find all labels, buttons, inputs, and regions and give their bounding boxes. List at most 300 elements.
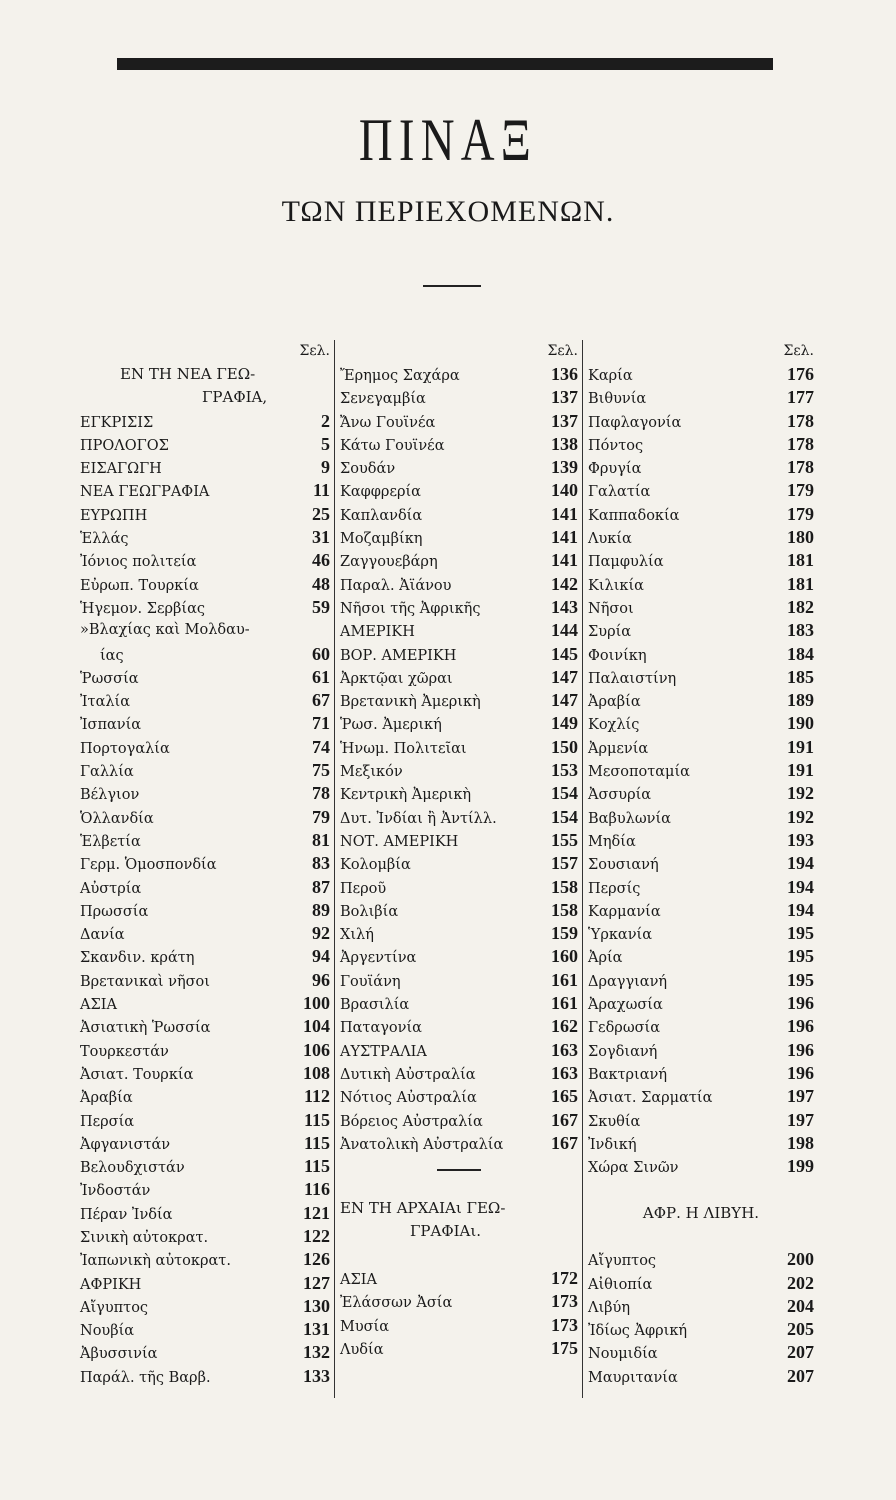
entry-page: 207 [787, 1365, 814, 1386]
entry-name: ΕΥΡΩΠΗ [80, 507, 148, 524]
entry-name: Παλαιστίνη [588, 670, 677, 687]
entry-page: 5 [321, 433, 330, 454]
entry-page: 59 [312, 596, 330, 617]
section-heading: ΓΡΑΦΙΑ, [202, 388, 268, 407]
entry-name: Πορτογαλία [80, 740, 170, 757]
entry-page: 87 [312, 876, 330, 897]
entry-page: 78 [312, 783, 330, 804]
entry-list [340, 363, 578, 1155]
entry-page: 141 [551, 527, 578, 548]
entry-page: 143 [551, 596, 578, 617]
entry-name: Ἡνωμ. Πολιτεῖαι [340, 740, 467, 757]
entry-name: Δυτικὴ Αὐστραλία [340, 1066, 476, 1083]
entry-name: Βακτριανή [588, 1066, 668, 1083]
entry-page: 160 [551, 946, 578, 967]
entry-page: 115 [303, 1132, 330, 1153]
toc-entry [340, 1039, 578, 1062]
toc-entry [588, 969, 814, 992]
entry-name: Ἀβυσσινία [80, 1346, 158, 1363]
entry-page: 195 [787, 946, 814, 967]
toc-entry [80, 1248, 330, 1271]
toc-entry [340, 386, 578, 409]
toc-entry [340, 829, 578, 852]
entry-name: Βέλγιον [80, 787, 140, 804]
entry-page: 141 [551, 550, 578, 571]
entry-page: 196 [787, 993, 814, 1014]
entry-name: Ζαγγουεβάρη [340, 554, 438, 571]
toc-entry [340, 526, 578, 549]
toc-entry [80, 759, 330, 782]
entry-name: Ἰνδοστάν [80, 1183, 151, 1200]
entry-name: Ἰδίως Ἀφρική [588, 1323, 688, 1340]
toc-entry [340, 1132, 578, 1155]
entry-page: 199 [787, 1156, 814, 1177]
entry-name: ΑΜΕΡΙΚΗ [340, 624, 415, 641]
entry-name: Νῆσοι τῆς Ἀφρικῆς [340, 600, 481, 617]
toc-entry [588, 1248, 814, 1271]
entry-name: »Βλαχίας καὶ Μολδαυ- [80, 622, 250, 639]
entry-name: Αὐστρία [80, 880, 142, 897]
entry-page: 195 [787, 969, 814, 990]
toc-entry [588, 666, 814, 689]
toc-entry [588, 1109, 814, 1132]
entry-name: Κοχλίς [588, 717, 640, 734]
toc-entry [588, 1085, 814, 1108]
toc-entry [80, 992, 330, 1015]
entry-name: Κιλικία [588, 577, 644, 594]
entry-name: Γεδρωσία [588, 1020, 661, 1037]
entry-page: 207 [787, 1342, 814, 1363]
toc-entry [340, 549, 578, 572]
entry-page: 159 [551, 923, 578, 944]
entry-name: Παραλ. Ἀϊάνου [340, 577, 452, 594]
entry-name: Πόντος [588, 437, 644, 454]
entry-page: 178 [787, 457, 814, 478]
section-heading: ΓΡΑΦΙΑι. [410, 1222, 482, 1241]
entry-page: 106 [303, 1039, 330, 1060]
toc-entry [80, 969, 330, 992]
entry-name: ΕΙΣΑΓΩΓΗ [80, 461, 162, 478]
toc-column-3 [588, 340, 814, 1388]
entry-page: 31 [312, 527, 330, 548]
toc-entry [588, 899, 814, 922]
section-divider [437, 1169, 481, 1171]
toc-entry [340, 736, 578, 759]
entry-page: 112 [303, 1086, 330, 1107]
entry-name: Σινικὴ αὐτοκρατ. [80, 1229, 209, 1246]
entry-name: Νότιος Αὐστραλία [340, 1090, 477, 1107]
toc-entry [588, 410, 814, 433]
entry-page: 158 [551, 899, 578, 920]
entry-name: Σκανδιν. κράτη [80, 950, 195, 967]
page-subtitle: ΤΩΝ ΠΕΡΙΕΧΟΜΕΝΩΝ. [281, 195, 615, 228]
toc-entry [588, 689, 814, 712]
entry-page: 161 [551, 993, 578, 1014]
entry-page: 130 [303, 1295, 330, 1316]
entry-name: Ἡγεμον. Σερβίας [80, 600, 206, 617]
entry-list [588, 1248, 814, 1388]
entry-list [340, 1267, 578, 1360]
entry-name: Πέραν Ἰνδία [80, 1206, 173, 1223]
toc-entry [588, 433, 814, 456]
toc-entry [588, 806, 814, 829]
entry-name: Ἑλλάς [80, 531, 129, 548]
toc-entry [588, 712, 814, 735]
entry-name: Χιλή [340, 927, 374, 944]
entry-name: Δυτ. Ἰνδίαι ἢ Ἀντίλλ. [340, 810, 497, 827]
entry-page: 194 [787, 899, 814, 920]
toc-entry [80, 1225, 330, 1248]
title-divider [423, 285, 481, 287]
toc-entry [80, 782, 330, 805]
toc-entry [340, 1109, 578, 1132]
entry-page: 181 [787, 573, 814, 594]
entry-page: 136 [551, 364, 578, 384]
entry-page: 184 [787, 643, 814, 664]
toc-column-1 [80, 340, 330, 1388]
section-heading: ΕΝ ΤΗ ΝΕΑ ΓΕΩ- [120, 365, 256, 383]
toc-entry [588, 1062, 814, 1085]
entry-page: 139 [551, 457, 578, 478]
toc-entry [588, 1155, 814, 1178]
page-header: Σελ. [299, 343, 330, 359]
toc-entry [588, 503, 814, 526]
toc-entry [588, 829, 814, 852]
entry-name: ΝΟΤ. ΑΜΕΡΙΚΗ [340, 833, 459, 850]
entry-page: 178 [787, 410, 814, 431]
entry-page: 131 [303, 1319, 330, 1340]
toc-entry [588, 1341, 814, 1364]
entry-page: 149 [551, 713, 578, 734]
entry-page: 163 [551, 1039, 578, 1060]
entry-name: Παταγονία [340, 1020, 422, 1037]
entry-name: Μεσοποταμία [588, 764, 690, 781]
entry-page: 92 [312, 923, 330, 944]
entry-page: 197 [787, 1086, 814, 1107]
entry-page: 75 [312, 760, 330, 781]
toc-entry [588, 619, 814, 642]
toc-entry [588, 479, 814, 502]
entry-page: 195 [787, 923, 814, 944]
entry-name: Ὁλλανδία [80, 810, 154, 827]
toc-entry [340, 689, 578, 712]
entry-page: 150 [551, 736, 578, 757]
section-heading: ΕΝ ΤΗ ΑΡΧΑΙΑι ΓΕΩ- [340, 1199, 506, 1218]
entry-page: 173 [551, 1314, 578, 1335]
entry-page: 137 [551, 387, 578, 408]
toc-entry [340, 969, 578, 992]
entry-name: ΑΣΙΑ [340, 1271, 377, 1288]
entry-page: 153 [551, 760, 578, 781]
entry-name: Μηδία [588, 833, 636, 850]
entry-name: Μαυριτανία [588, 1369, 678, 1386]
toc-entry [340, 479, 578, 502]
entry-page: 158 [551, 876, 578, 897]
entry-page: 71 [312, 713, 330, 734]
entry-name: Ἀραβία [80, 1090, 133, 1107]
toc-entry [340, 433, 578, 456]
toc-entry [340, 363, 578, 386]
toc-entry [80, 852, 330, 875]
toc-entry [588, 852, 814, 875]
entry-name: Λιβύη [588, 1299, 631, 1316]
top-rule [117, 58, 773, 70]
entry-page: 167 [551, 1109, 578, 1130]
toc-entry [340, 573, 578, 596]
entry-page: 11 [312, 480, 330, 501]
entry-name: Παράλ. τῆς Βαρβ. [80, 1369, 211, 1386]
toc-entry [340, 1314, 578, 1337]
entry-name: ΝΕΑ ΓΕΩΓΡΑΦΙΑ [80, 484, 210, 501]
page-title: ΠΙΝΑΞ [358, 107, 538, 173]
toc-entry [340, 410, 578, 433]
entry-name: Γερμ. Ὁμοσπονδία [80, 857, 217, 874]
page-header: Σελ. [783, 343, 814, 359]
toc-entry [340, 782, 578, 805]
entry-name: Νῆσοι [588, 600, 634, 617]
entry-page: 132 [303, 1342, 330, 1363]
toc-entry [80, 526, 330, 549]
entry-name: Ἀφγανιστάν [80, 1136, 171, 1153]
entry-page: 194 [787, 853, 814, 874]
entry-page: 196 [787, 1016, 814, 1037]
entry-page: 147 [551, 666, 578, 687]
entry-name: Ὑρκανία [588, 927, 653, 944]
entry-page: 142 [551, 573, 578, 594]
toc-entry [340, 806, 578, 829]
toc-entry [80, 666, 330, 689]
entry-page: 25 [312, 503, 330, 524]
entry-page: 192 [787, 783, 814, 804]
entry-name: Γαλλία [80, 764, 134, 781]
entry-name: Γουϊάνη [340, 973, 401, 990]
toc-entry [80, 1132, 330, 1155]
entry-name: Σκυθία [588, 1113, 641, 1130]
entry-page: 67 [312, 690, 330, 711]
toc-entry [588, 1015, 814, 1038]
entry-page: 193 [787, 829, 814, 850]
entry-page: 138 [551, 433, 578, 454]
entry-page: 89 [312, 899, 330, 920]
column-divider [334, 340, 335, 1398]
entry-page: 74 [312, 736, 330, 757]
entry-page: 182 [787, 596, 814, 617]
toc-entry [340, 1267, 578, 1290]
entry-name: Λυκία [588, 531, 632, 548]
toc-entry [80, 1015, 330, 1038]
entry-page: 176 [787, 364, 814, 384]
entry-page: 137 [551, 410, 578, 431]
entry-name: Φοινίκη [588, 647, 647, 664]
entry-name: Μοζαμβίκη [340, 531, 423, 548]
toc-entry [80, 1365, 330, 1388]
entry-list [80, 410, 330, 1388]
toc-entry [588, 945, 814, 968]
entry-page: 115 [303, 1109, 330, 1130]
entry-name: Ἀρία [588, 950, 623, 967]
entry-page: 162 [551, 1016, 578, 1037]
entry-page: 196 [787, 1062, 814, 1083]
entry-name: Παφλαγονία [588, 414, 682, 431]
entry-page: 108 [303, 1062, 330, 1083]
entry-page: 175 [551, 1337, 578, 1358]
section-heading: ΑΦΡ. Η ΛΙΒΥΗ. [642, 1203, 760, 1222]
toc-entry [80, 945, 330, 968]
toc-entry [80, 410, 330, 433]
entry-name: Ἀσιατικὴ Ῥωσσία [80, 1020, 211, 1037]
toc-entry [80, 1178, 330, 1201]
entry-name: Ῥωσ. Ἀμερική [340, 717, 442, 734]
entry-name: Μυσία [340, 1318, 390, 1335]
entry-name: Ἰόνιος πολιτεία [80, 554, 197, 571]
toc-entry [588, 922, 814, 945]
entry-name: Ἀρμενία [588, 740, 649, 757]
entry-name: ΒΟΡ. ΑΜΕΡΙΚΗ [340, 647, 457, 664]
entry-page: 167 [551, 1132, 578, 1153]
entry-page: 163 [551, 1062, 578, 1083]
toc-entry [80, 503, 330, 526]
entry-name: Λυδία [340, 1341, 384, 1358]
entry-name: Τουρκεστάν [80, 1043, 169, 1060]
toc-entry [80, 736, 330, 759]
column-divider [582, 340, 583, 1398]
entry-page: 165 [551, 1086, 578, 1107]
entry-name: ΑΦΡΙΚΗ [80, 1276, 142, 1293]
entry-name: Ἀραβία [588, 694, 641, 711]
toc-entry [588, 1132, 814, 1155]
entry-name: Ἀσιατ. Τουρκία [80, 1066, 194, 1083]
toc-column-2 [340, 340, 578, 1360]
toc-entry [588, 1318, 814, 1341]
toc-entry [588, 363, 814, 386]
toc-entry [80, 596, 330, 619]
entry-page: 141 [551, 503, 578, 524]
toc-entry [80, 619, 330, 642]
entry-page: 172 [551, 1267, 578, 1288]
toc-entry [588, 736, 814, 759]
entry-name: Φρυγία [588, 461, 642, 478]
entry-name: Ἀσσυρία [588, 787, 652, 804]
entry-name: Ἐλάσσων Ἀσία [340, 1295, 453, 1312]
entry-page: 48 [312, 573, 330, 594]
entry-name: Ἑλβετία [80, 833, 141, 850]
entry-name: Καφφρερία [340, 484, 421, 501]
entry-name: Ἀραχωσία [588, 997, 663, 1014]
entry-page: 198 [787, 1132, 814, 1153]
entry-name: Αἰθιοπία [588, 1276, 653, 1293]
entry-name: Νουμιδία [588, 1346, 658, 1363]
entry-name: ΕΓΚΡΙΣΙΣ [80, 414, 154, 431]
entry-page: 200 [787, 1249, 814, 1270]
entry-name: Βρασιλία [340, 997, 410, 1014]
toc-entry [80, 549, 330, 572]
entry-page: 140 [551, 480, 578, 501]
entry-page: 147 [551, 690, 578, 711]
entry-page: 179 [787, 480, 814, 501]
toc-entry [80, 433, 330, 456]
entry-name: Πρωσσία [80, 903, 149, 920]
entry-page: 81 [312, 829, 330, 850]
toc-entry [80, 456, 330, 479]
toc-entry [340, 1015, 578, 1038]
entry-page: 122 [303, 1225, 330, 1246]
entry-name: Χώρα Σινῶν [588, 1160, 679, 1177]
entry-name: Κάτω Γουϊνέα [340, 437, 445, 454]
entry-page: 127 [303, 1272, 330, 1293]
entry-name: Ἰαπωνικὴ αὐτοκρατ. [80, 1253, 231, 1270]
toc-entry [588, 386, 814, 409]
entry-name: Συρία [588, 624, 632, 641]
toc-entry [588, 456, 814, 479]
entry-page: 79 [312, 806, 330, 827]
toc-entry [80, 899, 330, 922]
entry-page: 154 [551, 806, 578, 827]
entry-name: Αἴγυπτος [80, 1299, 149, 1316]
toc-entry [80, 1085, 330, 1108]
entry-page: 189 [787, 690, 814, 711]
toc-entry [340, 666, 578, 689]
entry-page: 2 [321, 410, 330, 431]
entry-page: 121 [303, 1202, 330, 1223]
entry-page: 61 [312, 666, 330, 687]
toc-entry [340, 945, 578, 968]
entry-page: 179 [787, 503, 814, 524]
entry-name: Ἀνατολικὴ Αὐστραλία [340, 1136, 504, 1153]
entry-name: Ἔρημος Σαχάρα [340, 368, 460, 384]
toc-entry [340, 456, 578, 479]
entry-name: Περσία [80, 1113, 135, 1130]
entry-name: Δανία [80, 927, 125, 944]
entry-page: 180 [787, 527, 814, 548]
entry-page: 205 [787, 1319, 814, 1340]
entry-page: 145 [551, 643, 578, 664]
entry-page: 202 [787, 1272, 814, 1293]
entry-name: Σενεγαμβία [340, 391, 426, 408]
toc-entry [340, 1062, 578, 1085]
entry-page: 133 [303, 1365, 330, 1386]
toc-entry [588, 596, 814, 619]
toc-entry [340, 876, 578, 899]
toc-entry [588, 876, 814, 899]
toc-entry [588, 1365, 814, 1388]
entry-name: Αἴγυπτος [588, 1253, 657, 1270]
toc-entry [80, 573, 330, 596]
toc-entry [80, 1109, 330, 1132]
entry-name: ΑΥΣΤΡΑΛΙΑ [340, 1043, 427, 1060]
entry-name: Βολιβία [340, 903, 399, 920]
toc-entry [340, 1290, 578, 1313]
toc-entry [340, 643, 578, 666]
entry-page: 173 [551, 1291, 578, 1312]
entry-page: 181 [787, 550, 814, 571]
entry-name: Μεξικόν [340, 764, 403, 781]
entry-name: ΠΡΟΛΟΓΟΣ [80, 437, 169, 454]
entry-page: 155 [551, 829, 578, 850]
entry-name: Καρία [588, 368, 633, 384]
toc-entry [340, 503, 578, 526]
toc-entry [80, 479, 330, 502]
toc-entry [340, 759, 578, 782]
entry-page: 126 [303, 1249, 330, 1270]
entry-name: Εὐρωπ. Τουρκία [80, 577, 199, 594]
entry-page: 9 [321, 457, 330, 478]
toc-entry [588, 643, 814, 666]
entry-name: Κεντρικὴ Ἀμερικὴ [340, 787, 472, 804]
toc-entry [80, 1318, 330, 1341]
entry-page: 100 [303, 993, 330, 1014]
toc-entry [340, 619, 578, 642]
entry-name: Δραγγιανή [588, 973, 668, 990]
